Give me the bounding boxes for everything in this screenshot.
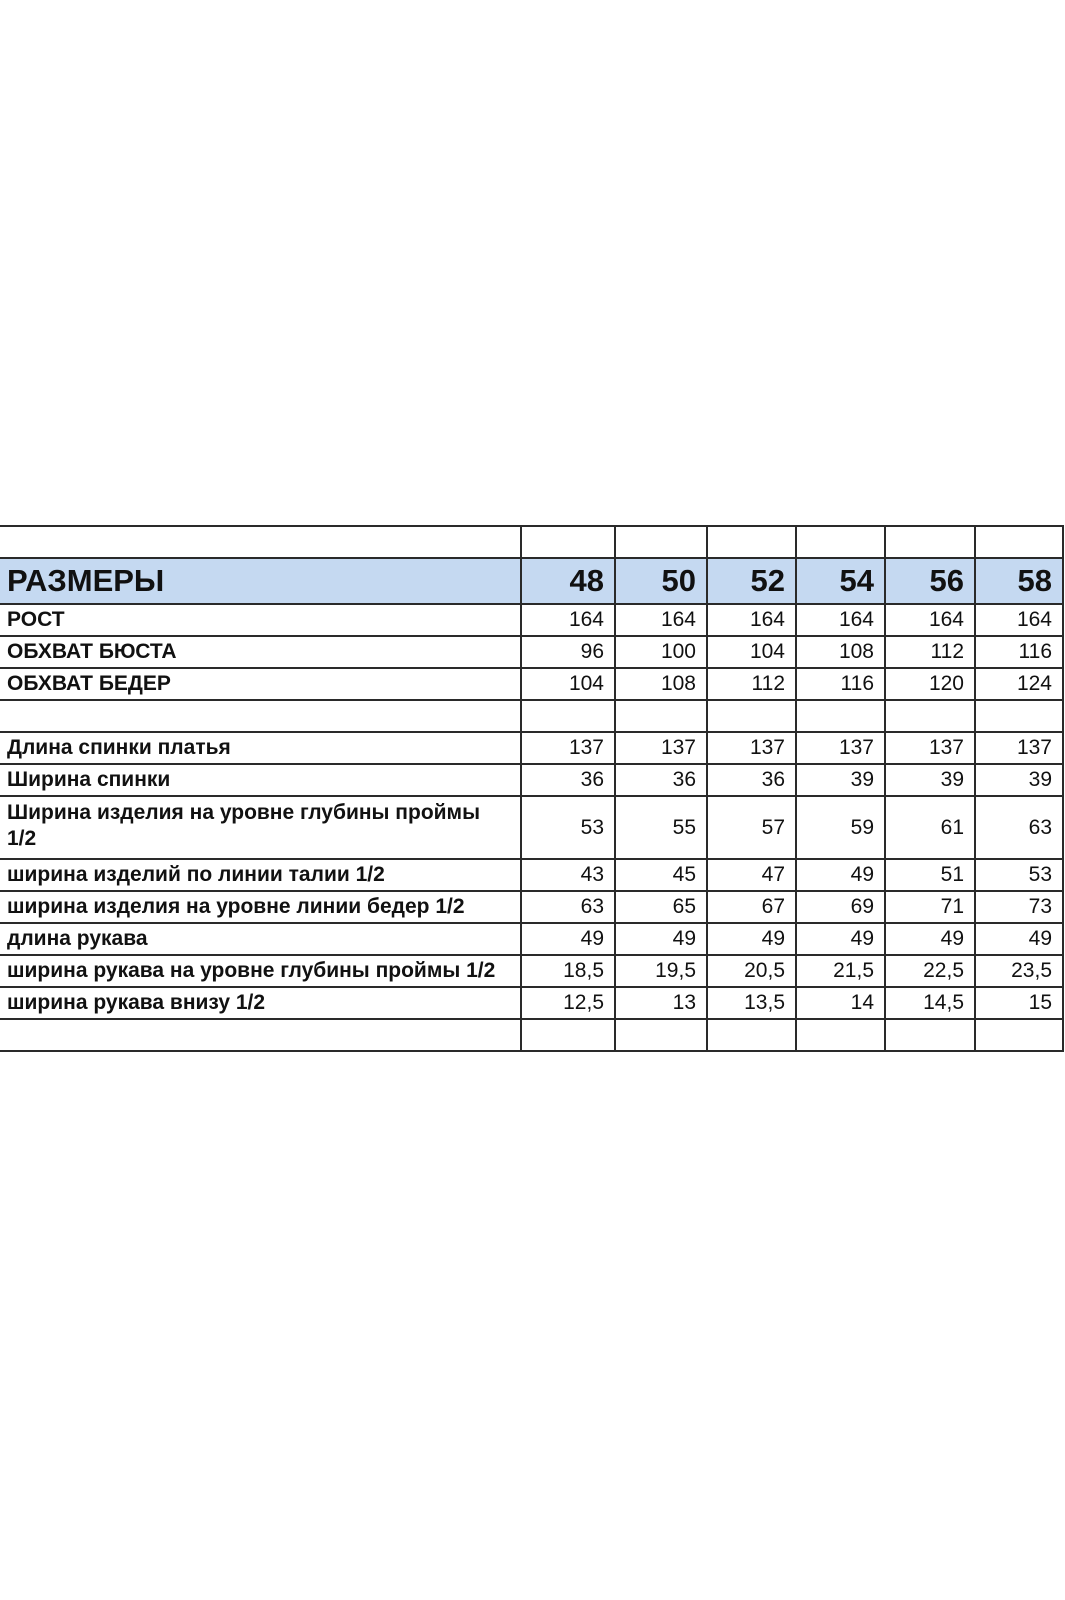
size-header-cell: 52 xyxy=(707,558,796,604)
spacer-cell xyxy=(0,700,521,732)
value-cell: 39 xyxy=(975,764,1063,796)
row-label: длина рукава xyxy=(0,923,521,955)
value-cell: 57 xyxy=(707,796,796,859)
value-cell: 12,5 xyxy=(521,987,615,1019)
spacer-cell xyxy=(885,526,975,558)
table-row xyxy=(0,955,1063,987)
spacer-cell xyxy=(615,700,707,732)
spacer-cell xyxy=(885,1019,975,1051)
value-cell: 164 xyxy=(885,604,975,636)
row-label: ширина изделия на уровне линии бедер 1/2 xyxy=(0,891,521,923)
row-label: ширина рукава внизу 1/2 xyxy=(0,987,521,1019)
spacer-cell xyxy=(521,1019,615,1051)
spacer-cell xyxy=(707,700,796,732)
value-cell: 63 xyxy=(975,796,1063,859)
value-cell: 18,5 xyxy=(521,955,615,987)
value-cell: 49 xyxy=(707,923,796,955)
value-cell: 164 xyxy=(796,604,885,636)
spacer-cell xyxy=(0,526,521,558)
spacer-row xyxy=(0,1019,1063,1051)
row-label: РОСТ xyxy=(0,604,521,636)
value-cell: 15 xyxy=(975,987,1063,1019)
value-cell: 112 xyxy=(885,636,975,668)
value-cell: 164 xyxy=(975,604,1063,636)
table-row xyxy=(0,732,1063,764)
row-label: Ширина изделия на уровне глубины проймы 1/2 xyxy=(0,796,521,859)
spacer-cell xyxy=(615,1019,707,1051)
value-cell: 36 xyxy=(521,764,615,796)
value-cell: 55 xyxy=(615,796,707,859)
value-cell: 69 xyxy=(796,891,885,923)
spacer-cell xyxy=(885,700,975,732)
value-cell: 137 xyxy=(615,732,707,764)
spacer-row xyxy=(0,700,1063,732)
table-row xyxy=(0,796,1063,859)
value-cell: 116 xyxy=(975,636,1063,668)
value-cell: 36 xyxy=(707,764,796,796)
value-cell: 49 xyxy=(796,859,885,891)
value-cell: 137 xyxy=(707,732,796,764)
table-row xyxy=(0,636,1063,668)
value-cell: 20,5 xyxy=(707,955,796,987)
value-cell: 137 xyxy=(521,732,615,764)
value-cell: 43 xyxy=(521,859,615,891)
row-label: ширина изделий по линии талии 1/2 xyxy=(0,859,521,891)
value-cell: 73 xyxy=(975,891,1063,923)
size-header-cell: 48 xyxy=(521,558,615,604)
value-cell: 59 xyxy=(796,796,885,859)
value-cell: 65 xyxy=(615,891,707,923)
value-cell: 124 xyxy=(975,668,1063,700)
table-row xyxy=(0,923,1063,955)
value-cell: 13,5 xyxy=(707,987,796,1019)
spacer-cell xyxy=(975,1019,1063,1051)
spacer-row-top xyxy=(0,526,1063,558)
size-header-cell: 56 xyxy=(885,558,975,604)
size-header-cell: 54 xyxy=(796,558,885,604)
value-cell: 39 xyxy=(885,764,975,796)
value-cell: 53 xyxy=(521,796,615,859)
row-label: ОБХВАТ БЕДЕР xyxy=(0,668,521,700)
value-cell: 49 xyxy=(521,923,615,955)
value-cell: 108 xyxy=(615,668,707,700)
value-cell: 36 xyxy=(615,764,707,796)
value-cell: 67 xyxy=(707,891,796,923)
value-cell: 164 xyxy=(521,604,615,636)
value-cell: 49 xyxy=(975,923,1063,955)
value-cell: 61 xyxy=(885,796,975,859)
spacer-cell xyxy=(796,1019,885,1051)
row-label: Ширина спинки xyxy=(0,764,521,796)
value-cell: 21,5 xyxy=(796,955,885,987)
value-cell: 104 xyxy=(521,668,615,700)
table-row xyxy=(0,764,1063,796)
value-cell: 19,5 xyxy=(615,955,707,987)
spacer-cell xyxy=(521,526,615,558)
table-row xyxy=(0,859,1063,891)
value-cell: 120 xyxy=(885,668,975,700)
table-row xyxy=(0,987,1063,1019)
header-label: РАЗМЕРЫ xyxy=(0,558,521,604)
size-chart-table xyxy=(0,525,1064,1052)
header-row xyxy=(0,558,1063,604)
spacer-cell xyxy=(707,1019,796,1051)
value-cell: 23,5 xyxy=(975,955,1063,987)
value-cell: 96 xyxy=(521,636,615,668)
value-cell: 164 xyxy=(707,604,796,636)
spacer-cell xyxy=(615,526,707,558)
value-cell: 108 xyxy=(796,636,885,668)
spacer-cell xyxy=(796,526,885,558)
value-cell: 14 xyxy=(796,987,885,1019)
table-row xyxy=(0,604,1063,636)
value-cell: 39 xyxy=(796,764,885,796)
table-row xyxy=(0,668,1063,700)
spacer-cell xyxy=(521,700,615,732)
row-label: ОБХВАТ БЮСТА xyxy=(0,636,521,668)
spacer-cell xyxy=(975,700,1063,732)
value-cell: 137 xyxy=(885,732,975,764)
table-row xyxy=(0,891,1063,923)
row-label: Длина спинки платья xyxy=(0,732,521,764)
spacer-cell xyxy=(975,526,1063,558)
value-cell: 49 xyxy=(796,923,885,955)
value-cell: 112 xyxy=(707,668,796,700)
value-cell: 49 xyxy=(615,923,707,955)
value-cell: 116 xyxy=(796,668,885,700)
value-cell: 49 xyxy=(885,923,975,955)
row-label: ширина рукава на уровне глубины проймы 1/2 xyxy=(0,955,521,987)
size-header-cell: 50 xyxy=(615,558,707,604)
value-cell: 13 xyxy=(615,987,707,1019)
value-cell: 164 xyxy=(615,604,707,636)
value-cell: 137 xyxy=(796,732,885,764)
spacer-cell xyxy=(0,1019,521,1051)
value-cell: 71 xyxy=(885,891,975,923)
value-cell: 14,5 xyxy=(885,987,975,1019)
value-cell: 51 xyxy=(885,859,975,891)
value-cell: 63 xyxy=(521,891,615,923)
value-cell: 53 xyxy=(975,859,1063,891)
value-cell: 100 xyxy=(615,636,707,668)
value-cell: 47 xyxy=(707,859,796,891)
size-header-cell: 58 xyxy=(975,558,1063,604)
value-cell: 104 xyxy=(707,636,796,668)
spacer-cell xyxy=(707,526,796,558)
spacer-cell xyxy=(796,700,885,732)
value-cell: 137 xyxy=(975,732,1063,764)
value-cell: 45 xyxy=(615,859,707,891)
value-cell: 22,5 xyxy=(885,955,975,987)
